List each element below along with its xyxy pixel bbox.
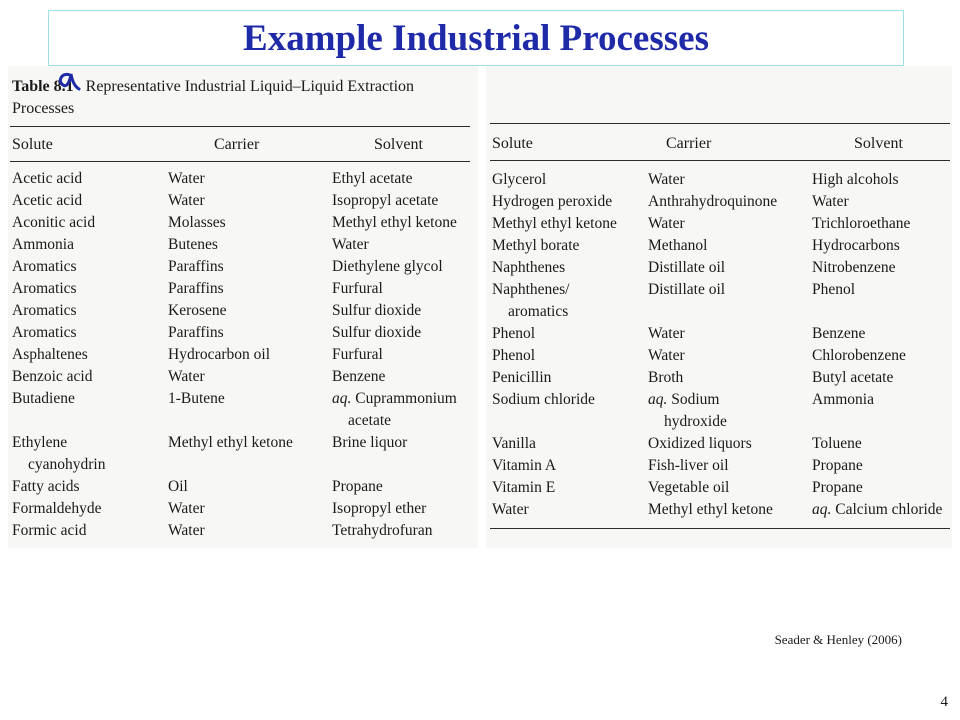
solute-cell: Formic acid <box>12 522 87 539</box>
solute-cell: Acetic acid <box>12 170 83 187</box>
carrier-cell: Distillate oil <box>648 259 726 276</box>
carrier-cell: Broth <box>648 369 684 386</box>
solute-cell: Aromatics <box>12 258 77 275</box>
carrier-cell: Butenes <box>168 236 218 253</box>
solvent-cell: Furfural <box>332 346 383 363</box>
solvent-cell: Propane <box>332 478 383 495</box>
carrier-cell: Paraffins <box>168 258 224 275</box>
solvent-cell: Isopropyl ether <box>332 500 427 517</box>
carrier-cell: Oil <box>168 478 188 495</box>
solute-cell: Asphaltenes <box>12 346 88 363</box>
solvent-cell: Sulfur dioxide <box>332 302 422 319</box>
carrier-cell: Kerosene <box>168 302 227 319</box>
solvent-cell: acetate <box>348 412 392 429</box>
solute-cell: Water <box>492 501 529 518</box>
header-rule <box>10 161 470 162</box>
solvent-cell: Benzene <box>812 325 866 342</box>
carrier-cell: Paraffins <box>168 280 224 297</box>
solute-cell: Aromatics <box>12 302 77 319</box>
solvent-cell: Brine liquor <box>332 434 408 451</box>
table-number: Table 8.1 <box>12 78 74 95</box>
carrier-cell: aq. Sodium <box>648 391 720 408</box>
solvent-cell: Propane <box>812 479 863 496</box>
solute-cell: Formaldehyde <box>12 500 102 517</box>
solute-cell: Naphthenes <box>492 259 566 276</box>
carrier-cell: Water <box>648 215 685 232</box>
solute-cell: cyanohydrin <box>28 456 106 473</box>
solute-cell: Aromatics <box>12 280 77 297</box>
page-number: 4 <box>940 694 948 710</box>
solvent-cell: Ammonia <box>812 391 874 408</box>
carrier-cell: Anthrahydroquinone <box>648 193 778 210</box>
carrier-cell: Water <box>168 170 205 187</box>
carrier-cell: Water <box>168 368 205 385</box>
carrier-cell: Fish-liver oil <box>648 457 729 474</box>
carrier-cell: Oxidized liquors <box>648 435 752 452</box>
cell-text: Cuprammonium <box>355 390 457 407</box>
solute-cell: Benzoic acid <box>12 368 93 385</box>
solvent-cell: Tetrahydrofuran <box>332 522 433 539</box>
cell-text: Calcium chloride <box>835 501 943 518</box>
solute-cell: Sodium chloride <box>492 391 595 408</box>
carrier-cell: Water <box>648 347 685 364</box>
solute-cell: Vitamin A <box>492 457 557 474</box>
solvent-cell: aq. Calcium chloride <box>812 501 943 518</box>
table-caption-line1: Representative Industrial Liquid–Liquid Extraction <box>85 78 415 95</box>
table-right-top-rule <box>490 123 950 124</box>
title-box <box>48 10 904 66</box>
solute-cell: Methyl borate <box>492 237 580 254</box>
handwritten-alpha-mark <box>54 66 84 96</box>
solvent-cell: aq. Cuprammonium <box>332 390 457 407</box>
table-top-rule <box>10 126 470 127</box>
solute-cell: Aromatics <box>12 324 77 341</box>
solvent-cell: Furfural <box>332 280 383 297</box>
carrier-cell: Distillate oil <box>648 281 726 298</box>
solvent-cell: Propane <box>812 457 863 474</box>
solute-cell: Phenol <box>492 347 536 364</box>
solvent-cell: Nitrobenzene <box>812 259 896 276</box>
solvent-cell: Phenol <box>812 281 856 298</box>
solute-cell: Naphthenes/ <box>492 281 570 298</box>
solute-cell: Vanilla <box>492 435 536 452</box>
solvent-cell: Isopropyl acetate <box>332 192 439 209</box>
carrier-cell: Water <box>648 171 685 188</box>
solvent-cell: Hydrocarbons <box>812 237 900 254</box>
carrier-cell: Methyl ethyl ketone <box>648 501 773 518</box>
slide-title: Example Industrial Processes <box>243 18 709 59</box>
header-solvent-right: Solvent <box>854 135 903 152</box>
table-caption-line2: Processes <box>12 100 75 117</box>
solvent-cell: Ethyl acetate <box>332 170 413 187</box>
header-rule-right <box>490 160 950 161</box>
carrier-cell: Water <box>168 500 205 517</box>
carrier-cell: Paraffins <box>168 324 224 341</box>
solvent-cell: Chlorobenzene <box>812 347 906 364</box>
carrier-cell: hydroxide <box>664 413 727 430</box>
solvent-cell: Butyl acetate <box>812 369 894 386</box>
solute-cell: Methyl ethyl ketone <box>492 215 617 232</box>
carrier-cell: Molasses <box>168 214 226 231</box>
solvent-cell: Sulfur dioxide <box>332 324 422 341</box>
solute-cell: Penicillin <box>492 369 552 386</box>
carrier-cell: Water <box>168 192 205 209</box>
carrier-cell: Vegetable oil <box>648 479 730 496</box>
carrier-cell: Water <box>648 325 685 342</box>
solute-cell: Acetic acid <box>12 192 83 209</box>
header-solvent: Solvent <box>374 136 423 153</box>
carrier-cell: Methanol <box>648 237 708 254</box>
table-bottom-rule <box>490 528 950 529</box>
table-left-panel <box>8 66 478 548</box>
header-solute-right: Solute <box>492 135 533 152</box>
header-carrier-right: Carrier <box>666 135 712 152</box>
citation: Seader & Henley (2006) <box>774 632 902 647</box>
carrier-cell: Methyl ethyl ketone <box>168 434 293 451</box>
solute-cell: Ammonia <box>12 236 74 253</box>
solute-cell: Ethylene <box>12 434 68 451</box>
header-carrier: Carrier <box>214 136 260 153</box>
carrier-cell: Hydrocarbon oil <box>168 346 271 363</box>
solvent-cell: Toluene <box>812 435 862 452</box>
solute-cell: Aconitic acid <box>12 214 96 231</box>
table-right-panel <box>486 66 952 548</box>
carrier-cell: Water <box>168 522 205 539</box>
solvent-cell: Benzene <box>332 368 386 385</box>
solute-cell: aromatics <box>508 303 569 320</box>
solvent-cell: Water <box>812 193 849 210</box>
header-solute: Solute <box>12 136 53 153</box>
solute-cell: Phenol <box>492 325 536 342</box>
carrier-cell: 1-Butene <box>168 390 225 407</box>
solute-cell: Fatty acids <box>12 478 80 495</box>
solvent-cell: Methyl ethyl ketone <box>332 214 457 231</box>
solvent-cell: Trichloroethane <box>812 215 911 232</box>
solvent-cell: High alcohols <box>812 171 899 188</box>
solute-cell: Hydrogen peroxide <box>492 193 613 210</box>
cell-text: Sodium <box>671 391 720 408</box>
solute-cell: Glycerol <box>492 171 547 188</box>
solvent-cell: Diethylene glycol <box>332 258 443 275</box>
solute-cell: Butadiene <box>12 390 75 407</box>
solvent-cell: Water <box>332 236 369 253</box>
solute-cell: Vitamin E <box>492 479 556 496</box>
